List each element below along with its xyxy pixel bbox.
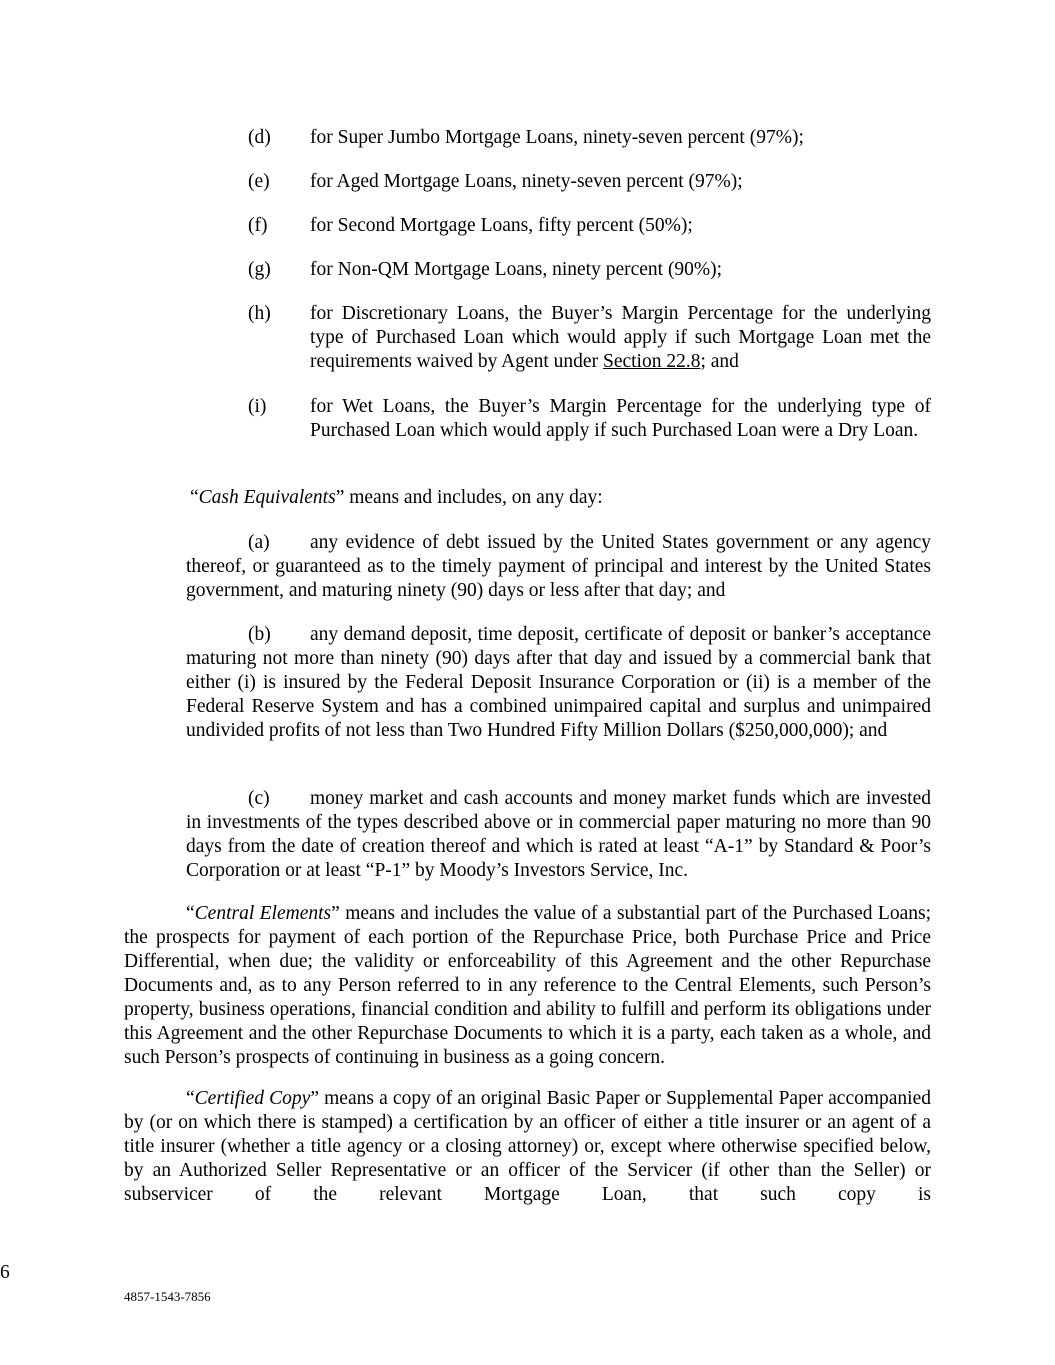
item-text: for Wet Loans, the Buyer’s Margin Percentage for the underlying type of Purchased Loan which would apply if such Purchased Loan were a Dry Loan. xyxy=(310,396,931,441)
list-item-i xyxy=(248,395,931,443)
quote: “ xyxy=(190,487,199,508)
list-item-h xyxy=(248,302,931,374)
certified-copy-definition xyxy=(124,1087,931,1207)
item-text xyxy=(310,302,931,374)
item-text: money market and cash accounts and money market funds which are invested in investments of the types described above or in commercial paper maturing no more than 90 days from the date of creation thereof and which is rated at least “A-1” by Standard & Poor’s Corporation or at least “P-1” by Moody’s Investors Service, Inc. xyxy=(186,788,931,881)
central-elements-definition xyxy=(124,902,931,1070)
cash-sub-b xyxy=(186,623,931,743)
list-item-d xyxy=(248,126,931,150)
item-text: for Aged Mortgage Loans, ninety-seven percent (97%); xyxy=(310,171,743,192)
item-label: (h) xyxy=(248,303,271,324)
list-item-g xyxy=(248,258,931,282)
cash-equivalents-definition xyxy=(190,486,603,510)
item-text: for Non-QM Mortgage Loans, ninety percent (90%); xyxy=(310,259,723,280)
defined-term: Certified Copy xyxy=(194,1088,311,1109)
document-id: 4857-1543-7856 xyxy=(124,1289,211,1304)
item-text: any evidence of debt issued by the United States government or any agency thereof, or guaranteed as to the timely payment of principal and interest by the United States government, and maturing ninety (90) days or less after that day; and xyxy=(186,532,931,601)
item-label: (a) xyxy=(248,532,270,553)
definition-text: ” means and includes the value of a substantial part of the Purchased Loans; the prospects for payment of each portion of the Repurchase Price, both Purchase Price and Price Differential, when due; the validity or enforceability of this Agreement and the other Repurchase Documents and, as to any Person referred to in any reference to the Central Elements, such Person’s property, business operations, financial condition and ability to fulfill and perform its obligations under this Agreement and the other Repurchase Documents to which it is a party, each taken as a whole, and such Person’s prospects of continuing in business as a going concern. xyxy=(124,903,931,1068)
item-label: (i) xyxy=(248,396,267,417)
item-label: (f) xyxy=(248,215,268,236)
list-item-f xyxy=(248,214,931,238)
item-label: (b) xyxy=(248,624,271,645)
section-link[interactable]: Section 22.8 xyxy=(602,351,701,372)
cash-sub-a xyxy=(186,531,931,603)
cash-sub-c xyxy=(186,787,931,883)
item-label: (c) xyxy=(248,788,270,809)
page-number: 6 xyxy=(0,1262,10,1283)
text: for Discretionary Loans, the Buyer’s Margin Percentage for the underlying type of Purchased Loan which would apply if such Mortgage Loan met the requirements waived by Agent under xyxy=(310,303,931,372)
quote: “ xyxy=(186,1088,195,1109)
item-label: (e) xyxy=(248,171,270,192)
text: ; and xyxy=(700,351,739,372)
definition-text: ” means and includes, on any day: xyxy=(335,487,603,508)
item-label: (g) xyxy=(248,259,271,280)
list-item-e xyxy=(248,170,931,194)
item-text: for Super Jumbo Mortgage Loans, ninety-seven percent (97%); xyxy=(310,127,804,148)
defined-term: Central Elements xyxy=(194,903,332,924)
item-label: (d) xyxy=(248,127,271,148)
defined-term: Cash Equivalents xyxy=(198,487,336,508)
item-text: for Second Mortgage Loans, fifty percent (50%); xyxy=(310,215,693,236)
quote: “ xyxy=(186,903,195,924)
definition-text: ” means a copy of an original Basic Paper or Supplemental Paper accompanied by (or on which there is stamped) a certification by an officer of either a title insurer or an agent of a title insurer (whether a title agency or a closing attorney) or, except where otherwise specified below, by an Authorized Seller Representative or an officer of the Servicer (if other than the Seller) or subservicer of the relevant Mortgage Loan, that such copy is xyxy=(124,1088,931,1205)
item-text: any demand deposit, time deposit, certificate of deposit or banker’s acceptance maturing not more than ninety (90) days after that day and issued by a commercial bank that either (i) is insured by the Federal Deposit Insurance Corporation or (ii) is a member of the Federal Reserve System and has a combined unimpaired capital and surplus and unimpaired undivided profits of not less than Two Hundred Fifty Million Dollars ($250,000,000); and xyxy=(186,624,931,741)
